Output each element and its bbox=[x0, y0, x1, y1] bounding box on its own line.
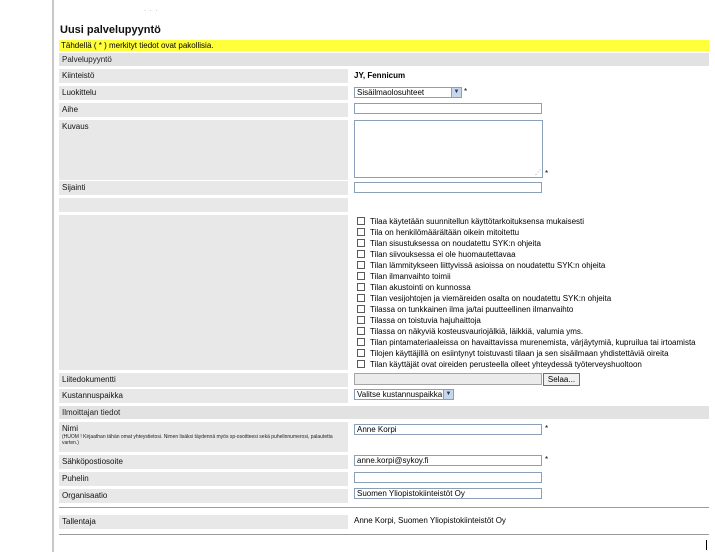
required-marker: * bbox=[545, 169, 549, 178]
checklist-item[interactable]: Tilassa on toistuvia hajuhaittoja bbox=[357, 316, 481, 326]
luokittelu-selected: Sisäilmaolosuhteet bbox=[357, 88, 425, 97]
tallentaja-value: Anne Korpi, Suomen Yliopistokiinteistöt Oy bbox=[354, 516, 506, 525]
sahkoposti-input[interactable]: anne.korpi@sykoy.fi bbox=[354, 455, 542, 466]
checklist-item[interactable]: Tilaa käytetään suunnitellun käyttötarkoituksensa mukaisesti bbox=[357, 217, 584, 227]
checkbox[interactable] bbox=[357, 217, 365, 225]
organisaatio-input[interactable]: Suomen Yliopistokiinteistöt Oy bbox=[354, 488, 542, 499]
label-kustannuspaikka: Kustannuspaikka bbox=[59, 389, 348, 403]
page-title: Uusi palvelupyyntö bbox=[60, 24, 161, 36]
browse-button[interactable]: Selaa... bbox=[543, 373, 580, 386]
kustannuspaikka-select[interactable] bbox=[354, 389, 454, 400]
checklist-item[interactable]: Tilan siivouksessa ei ole huomautettavaa bbox=[357, 250, 516, 260]
checkbox[interactable] bbox=[357, 261, 365, 269]
checkbox[interactable] bbox=[357, 349, 365, 357]
label-nimi bbox=[59, 422, 348, 452]
checklist-item[interactable]: Tilassa on näkyviä kosteusvauriojälkiä, läikkiä, valumia yms. bbox=[357, 327, 583, 337]
checklist-item[interactable]: Tilassa on tunkkainen ilma ja/tai puutteellinen ilmanvaihto bbox=[357, 305, 573, 315]
checklist-item[interactable]: Tilan ilmanvaihto toimii bbox=[357, 272, 451, 282]
checkbox[interactable] bbox=[357, 360, 365, 368]
checklist-item[interactable]: Tilan akustointi on kunnossa bbox=[357, 283, 471, 293]
label-puhelin: Puhelin bbox=[59, 472, 348, 486]
required-marker: * bbox=[545, 424, 549, 433]
empty-label-cell bbox=[59, 198, 348, 212]
checkbox[interactable] bbox=[357, 250, 365, 258]
nimi-hint: (HUOM ! Kirjaathan tähän omat yhteystietosi. Nimen lisäksi täydennä myös sp-osoitteesi sekä puhelinnumerosi, palautetta varten.) bbox=[62, 434, 333, 446]
checkbox[interactable] bbox=[357, 283, 365, 291]
checkbox[interactable] bbox=[357, 272, 365, 280]
luokittelu-select[interactable] bbox=[354, 87, 462, 98]
checkbox[interactable] bbox=[357, 338, 365, 346]
checklist-item[interactable]: Tilan lämmitykseen liittyvissä asioissa on noudatettu SYK:n ohjeita bbox=[357, 261, 605, 271]
nimi-input[interactable]: Anne Korpi bbox=[354, 424, 542, 435]
page-border bbox=[52, 0, 54, 552]
label-kuvaus: Kuvaus bbox=[59, 120, 348, 180]
nimi-label-text: Nimi bbox=[62, 424, 78, 433]
checkbox[interactable] bbox=[357, 294, 365, 302]
chevron-down-icon: ▼ bbox=[443, 390, 453, 399]
kiinteisto-value: JY, Fennicum bbox=[354, 71, 406, 80]
checklist-item[interactable]: Tilan pintamateriaaleissa on havaittavissa murenemista, värjäytymiä, kupruilua tai irtoamista bbox=[357, 338, 696, 348]
checklist-item[interactable]: Tilan sisustuksessa on noudatettu SYK:n ohjeita bbox=[357, 239, 541, 249]
required-marker: * bbox=[545, 455, 549, 464]
checkbox[interactable] bbox=[357, 228, 365, 236]
divider bbox=[59, 534, 709, 535]
label-aihe: Aihe bbox=[59, 103, 348, 117]
label-liitedokumentti: Liitedokumentti bbox=[59, 373, 348, 387]
label-organisaatio: Organisaatio bbox=[59, 489, 348, 503]
checklist-item[interactable]: Tilan vesijohtojen ja viemäreiden osalta on noudatettu SYK:n ohjeita bbox=[357, 294, 611, 304]
label-luokittelu: Luokittelu bbox=[59, 86, 348, 100]
chevron-down-icon: ▼ bbox=[451, 88, 461, 97]
text-cursor bbox=[706, 540, 707, 550]
top-dots: · · · bbox=[144, 8, 159, 14]
attachment-file-input[interactable] bbox=[354, 373, 542, 385]
label-sahkoposti: Sähköpostiosoite bbox=[59, 455, 348, 469]
checkbox[interactable] bbox=[357, 327, 365, 335]
label-tallentaja: Tallentaja bbox=[59, 515, 348, 529]
resize-grip-icon[interactable]: ⋰ bbox=[535, 170, 541, 176]
checklist-item[interactable]: Tilan käyttäjät ovat oireiden perusteella olleet yhteydessä työterveyshuoltoon bbox=[357, 360, 642, 370]
checklist-label-cell bbox=[59, 215, 348, 370]
puhelin-input[interactable] bbox=[354, 472, 542, 483]
section-header-request: Palvelupyyntö bbox=[59, 53, 709, 66]
kuvaus-textarea[interactable] bbox=[354, 120, 543, 178]
checkbox[interactable] bbox=[357, 239, 365, 247]
section-header-reporter: Ilmoittajan tiedot bbox=[59, 406, 709, 419]
checklist-item[interactable]: Tila on henkilömäärältään oikein mitoitettu bbox=[357, 228, 519, 238]
required-marker: * bbox=[464, 87, 468, 96]
checkbox[interactable] bbox=[357, 316, 365, 324]
checklist-item[interactable]: Tilojen käyttäjillä on esiintynyt toistuvasti tilaan ja sen sisäilmaan yhdistettäviä oireita bbox=[357, 349, 669, 359]
sijainti-input[interactable] bbox=[354, 182, 542, 193]
label-kiinteisto: Kiinteistö bbox=[59, 69, 348, 83]
aihe-input[interactable] bbox=[354, 103, 542, 114]
required-notice: Tähdellä ( * ) merkityt tiedot ovat pakollisia. bbox=[59, 40, 709, 51]
divider bbox=[59, 507, 709, 508]
label-sijainti: Sijainti bbox=[59, 181, 348, 195]
kustannuspaikka-selected: Valitse kustannuspaikka bbox=[357, 390, 443, 399]
checkbox[interactable] bbox=[357, 305, 365, 313]
